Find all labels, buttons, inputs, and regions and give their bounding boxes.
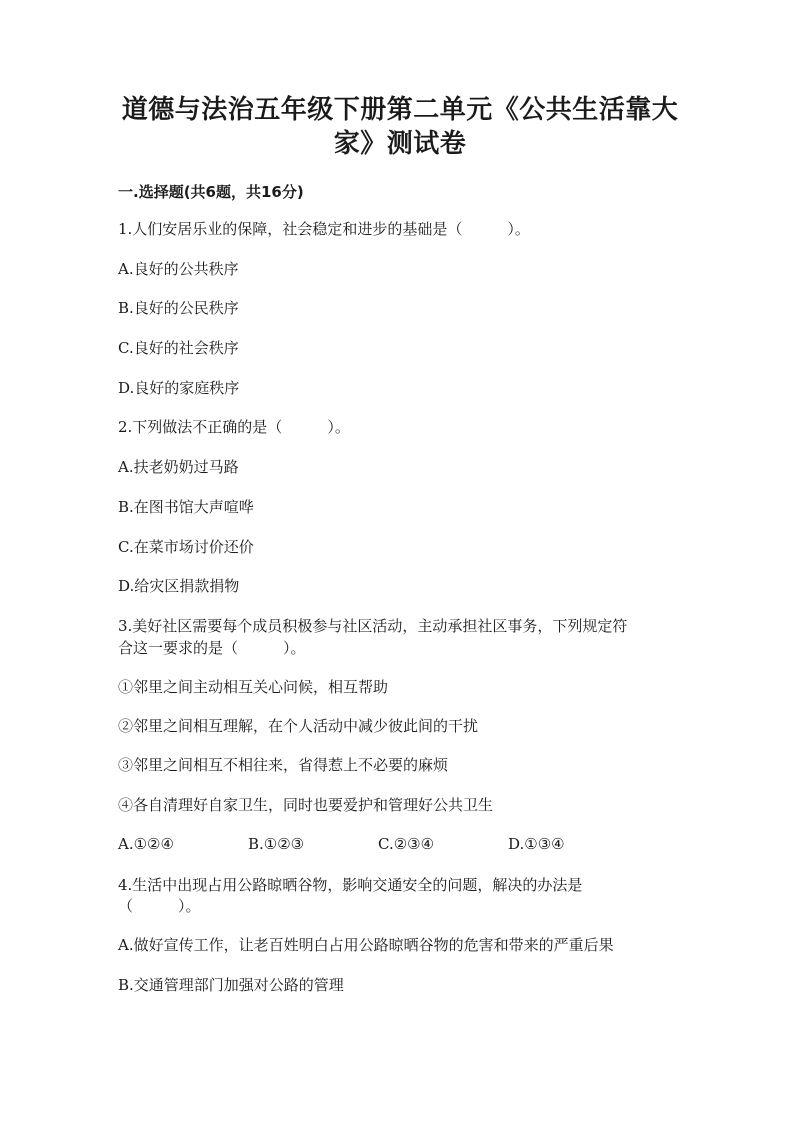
page-title-line-1: 道德与法治五年级下册第二单元《公共生活靠大 — [121, 95, 679, 125]
question-3-stem-line-1: 3.美好社区需要每个成员积极参与社区活动，主动承担社区事务，下列规定符 — [118, 617, 628, 635]
question-1-option-c: C.良好的社会秩序 — [118, 339, 239, 357]
question-3-stem-line-2: 合这一要求的是（ ）。 — [118, 639, 306, 657]
question-3-option-d: D.①③④ — [508, 835, 565, 853]
question-3-statement-2: ②邻里之间相互理解，在个人活动中减少彼此间的干扰 — [118, 717, 479, 735]
question-2-stem: 2.下列做法不正确的是（ ）。 — [118, 418, 350, 436]
question-3-option-a: A.①②④ — [118, 835, 174, 853]
question-1-stem: 1.人们安居乐业的保障，社会稳定和进步的基础是（ ）。 — [118, 220, 530, 238]
question-3-statement-3: ③邻里之间相互不相往来，省得惹上不必要的麻烦 — [118, 756, 449, 774]
question-3-statement-4: ④各自清理好自家卫生，同时也要爱护和管理好公共卫生 — [118, 796, 494, 814]
question-4-option-a: A.做好宣传工作，让老百姓明白占用公路晾晒谷物的危害和带来的严重后果 — [118, 936, 614, 954]
question-4-stem-line-1: 4.生活中出现占用公路晾晒谷物，影响交通安全的问题，解决的办法是 — [118, 876, 583, 894]
question-3-statement-1: ①邻里之间主动相互关心问候，相互帮助 — [118, 678, 389, 696]
question-2-option-a: A.扶老奶奶过马路 — [118, 458, 239, 476]
question-1-option-b: B.良好的公民秩序 — [118, 299, 239, 317]
question-3-option-b: B.①②③ — [248, 835, 305, 853]
question-2-option-c: C.在菜市场讨价还价 — [118, 538, 254, 556]
question-1-option-d: D.良好的家庭秩序 — [118, 379, 240, 397]
question-2-option-b: B.在图书馆大声喧哗 — [118, 498, 254, 516]
question-2-option-d: D.给灾区捐款捐物 — [118, 577, 240, 595]
question-4-option-b: B.交通管理部门加强对公路的管理 — [118, 976, 344, 994]
question-3-option-c: C.②③④ — [378, 835, 435, 853]
page-title-line-2: 家》测试卷 — [333, 129, 467, 159]
question-4-stem-line-2: （ ）。 — [118, 897, 201, 915]
question-1-option-a: A.良好的公共秩序 — [118, 260, 239, 278]
section-heading: 一.选择题(共6题，共16分) — [118, 183, 304, 201]
